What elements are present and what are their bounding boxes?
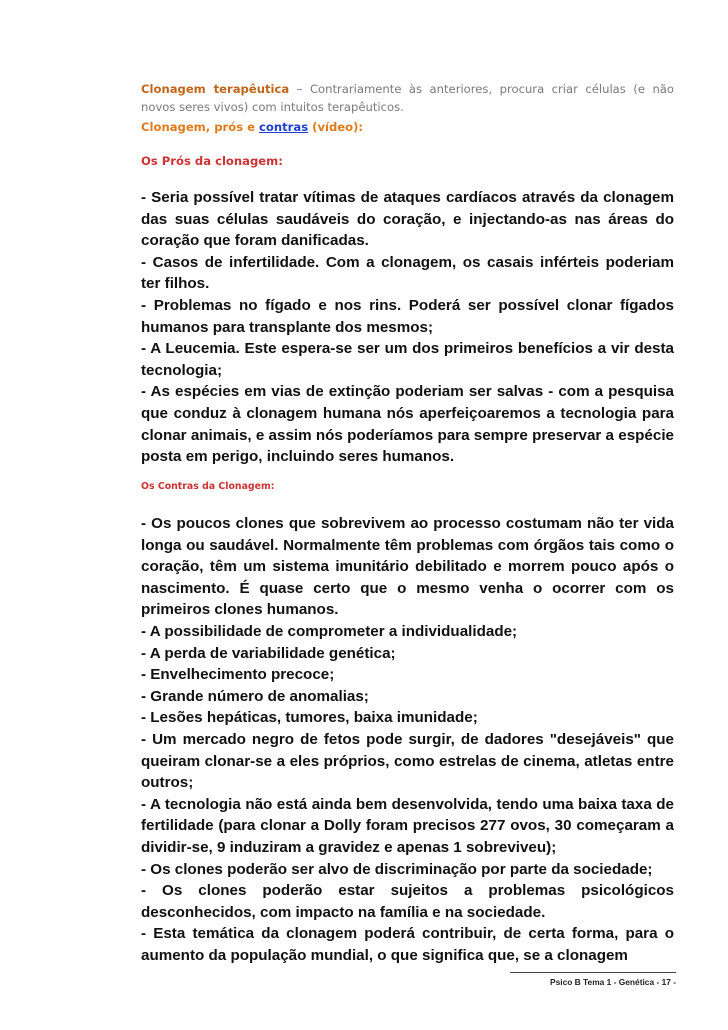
contras-item: - A possibilidade de comprometer a individualidade; — [141, 622, 518, 640]
pros-item: - Seria possível tratar vítimas de ataques cardíacos através da clonagem das suas células saudáveis do coração, e injectando-as nas áreas do coração que foram danificadas. — [141, 189, 674, 250]
video-suffix: (vídeo): — [308, 120, 364, 134]
page-footer: Psico B Tema 1 - Genética - 17 - — [550, 977, 676, 987]
contras-item: - A tecnologia não está ainda bem desenvolvida, tendo uma baixa taxa de fertilidade (para clonar a Dolly foram precisos 277 ovos, 30 começaram a dividir-se, 9 induziram a gravidez e apenas 1 sobreviveu); — [141, 795, 674, 856]
video-prefix: Clonagem, prós e — [141, 120, 260, 134]
video-line — [141, 118, 674, 136]
footer-divider — [510, 972, 676, 973]
contras-item: - Um mercado negro de fetos pode surgir, de dadores "desejáveis" que queiram clonar-se a eles próprios, como estrelas de cinema, atletas entre outros; — [141, 730, 674, 792]
pros-list — [141, 187, 674, 468]
contras-item: - Envelhecimento precoce; — [141, 666, 335, 684]
pros-heading: Os Prós da clonagem: — [141, 154, 283, 168]
intro-text: – Contrariamente às anteriores, procura criar células (e não novos seres vivos) com intuitos terapêuticos. — [141, 82, 674, 114]
pros-item: - Casos de infertilidade. Com a clonagem, os casais inférteis poderiam ter filhos. — [141, 253, 674, 293]
pros-item: - A Leucemia. Este espera-se ser um dos primeiros benefícios a vir desta tecnologia; — [141, 340, 674, 379]
pros-item: - Problemas no fígado e nos rins. Poderá ser possível clonar fígados humanos para transplante dos mesmos; — [141, 296, 674, 336]
contras-item: - Os clones poderão estar sujeitos a problemas psicológicos desconhecidos, com impacto na família e na sociedade. — [141, 882, 674, 921]
contras-list — [141, 513, 674, 966]
contras-item: - Grande número de anomalias; — [141, 687, 369, 705]
contras-item: - Esta temática da clonagem poderá contribuir, de certa forma, para o aumento da população mundial, o que significa que, se a clonagem — [141, 925, 674, 964]
contras-heading: Os Contras da Clonagem: — [141, 481, 275, 492]
contras-item: - Os clones poderão ser alvo de discriminação por parte da sociedade; — [141, 860, 653, 878]
intro-paragraph — [141, 80, 674, 116]
contras-item: - Lesões hepáticas, tumores, baixa imunidade; — [141, 709, 478, 727]
contras-item: - A perda de variabilidade genética; — [141, 644, 396, 662]
contras-link[interactable]: contras — [259, 120, 309, 134]
pros-item: - As espécies em vias de extinção poderiam ser salvas - com a pesquisa que conduz à clonagem humana nós aperfeiçoaremos a tecnologia para clonar animais, e assim nós poderíamos para sempre preservar a espécie posta em perigo, incluindo seres humanos. — [141, 383, 674, 466]
contras-item: - Os poucos clones que sobrevivem ao processo costumam não ter vida longa ou saudável. Normalmente têm problemas com órgãos tais como o coração, têm um sistema imunitário debilitado e morrem pouco após o nascimento. É quase certo que o mesmo venha o ocorrer com os primeiros clones humanos. — [141, 515, 674, 619]
intro-term: Clonagem terapêutica — [141, 82, 290, 96]
